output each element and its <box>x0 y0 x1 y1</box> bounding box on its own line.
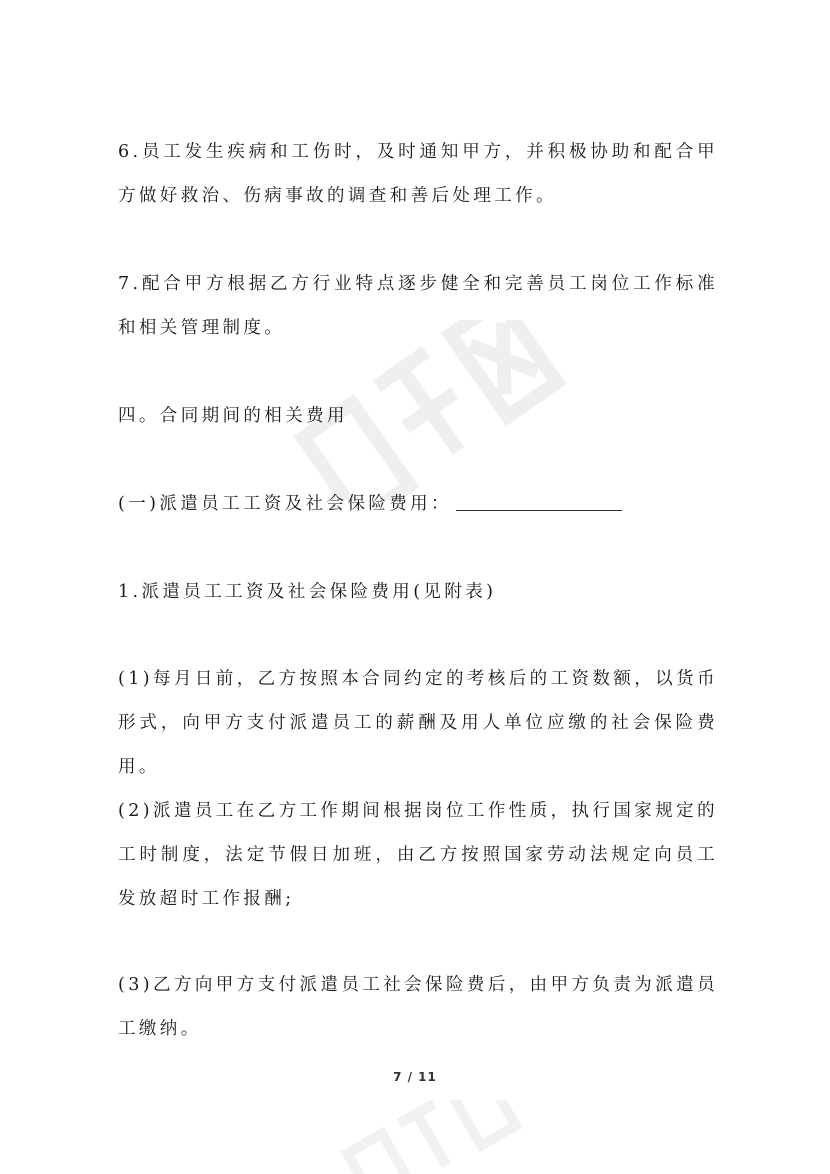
watermark-logo-bottom <box>330 1100 530 1174</box>
paragraph-item-1: 1.派遣员工工资及社会保险费用(见附表) <box>118 582 497 602</box>
page-number: 7 / 11 <box>393 1070 437 1084</box>
fill-in-blank <box>456 492 622 511</box>
paragraph-clause-1: (1)每月日前，乙方按照本合同约定的考核后的工资数额，以货币形式，向甲方支付派遣员工的薪酬及用人单位应缴的社会保险费用。 <box>118 669 718 777</box>
paragraph-item-6: 6.员工发生疾病和工伤时，及时通知甲方，并积极协助和配合甲方做好救治、伤病事故的调查和善后处理工作。 <box>118 142 718 206</box>
paragraph-clause-3: (3)乙方向甲方支付派遣员工社会保险费后，由甲方负责为派遣员工缴纳。 <box>118 975 718 1039</box>
section-heading-4: 四。合同期间的相关费用 <box>118 406 348 426</box>
paragraph-clause-2: (2)派遣员工在乙方工作期间根据岗位工作性质，执行国家规定的工时制度，法定节假日加班，由乙方按照国家劳动法规定向员工发放超时工作报酬; <box>118 801 718 909</box>
paragraph-item-7: 7.配合甲方根据乙方行业特点逐步健全和完善员工岗位工作标准和相关管理制度。 <box>118 274 718 338</box>
subsection-heading-text: (一)派遣员工工资及社会保险费用： <box>118 494 452 514</box>
subsection-heading-wages <box>118 482 758 526</box>
